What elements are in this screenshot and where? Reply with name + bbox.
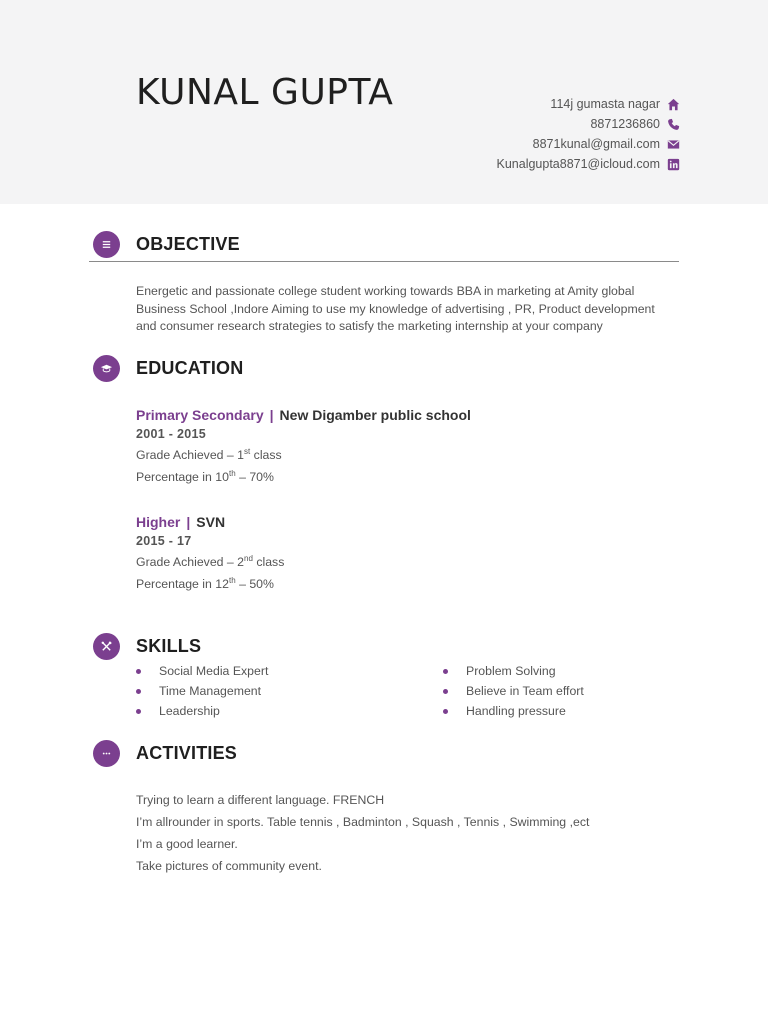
skills-heading: SKILLS [136,636,202,656]
education-entry-heading [136,512,284,532]
bullet-icon [443,669,448,674]
contact-address [497,94,681,114]
education-separator: | [186,514,191,530]
contact-linkedin [497,154,681,174]
education-degree: Primary Secondary [136,407,264,423]
objective-heading: OBJECTIVE [136,234,240,254]
education-grade: Grade Achieved – 2nd class [136,554,285,570]
section-divider [89,261,679,262]
objective-line: and consumer research strategies to satisfy the marketing internship at your company [136,319,603,333]
activity-item: Trying to learn a different language. FRENCH [136,793,385,807]
education-years: 2001 - 2015 [136,427,207,441]
contact-phone [497,114,681,134]
education-entry [136,512,284,592]
skill-item: Handling pressure [443,701,584,721]
education-percentage: Percentage in 12th – 50% [136,576,274,592]
activity-item: Take pictures of community event. [136,859,322,873]
education-separator: | [269,407,274,423]
list-icon [93,231,120,258]
tools-icon [93,633,120,660]
phone-icon [667,118,680,131]
graduation-cap-icon [93,355,120,382]
contact-email-text: 8871kunal@gmail.com [532,137,660,151]
contact-phone-text: 8871236860 [590,117,660,131]
contact-address-text: 114j gumasta nagar [550,97,660,111]
skill-item: Time Management [136,681,268,701]
contact-linkedin-text: Kunalgupta8871@icloud.com [496,157,660,171]
education-school: New Digamber public school [279,407,471,423]
skill-item: Leadership [136,701,268,721]
objective-line: Energetic and passionate college student working towards BBA in marketing at Amity global [136,284,635,298]
email-icon [667,138,680,151]
activity-item: I’m allrounder in sports. Table tennis , Badminton , Squash , Tennis , Swimming ,ect [136,815,590,829]
education-degree: Higher [136,514,181,530]
skill-item: Believe in Team effort [443,681,584,701]
activities-heading: ACTIVITIES [136,743,238,763]
resume-header [0,0,768,204]
contact-info [497,94,681,174]
activity-item: I’m a good learner. [136,837,238,851]
activities-list [136,789,589,877]
bullet-icon [136,669,141,674]
education-school: SVN [196,514,226,530]
bullet-icon [443,689,448,694]
bullet-icon [136,689,141,694]
education-percentage: Percentage in 10th – 70% [136,469,274,485]
skill-item: Social Media Expert [136,661,268,681]
objective-text [136,283,676,336]
contact-email [497,134,681,154]
bullet-icon [443,709,448,714]
education-entry [136,405,471,485]
education-years: 2015 - 17 [136,534,192,548]
education-grade: Grade Achieved – 1st class [136,447,282,463]
skills-list-left [136,661,268,721]
skill-item: Problem Solving [443,661,584,681]
candidate-name: KUNAL GUPTA [136,72,394,113]
ellipsis-icon [93,740,120,767]
education-entry-heading [136,405,471,425]
bullet-icon [136,709,141,714]
education-heading: EDUCATION [136,358,244,378]
linkedin-icon [667,158,680,171]
objective-line: Business School ,Indore Aiming to use my knowledge of advertising , PR, Product development [136,301,655,316]
skills-list-right [443,661,584,721]
home-icon [667,98,680,111]
